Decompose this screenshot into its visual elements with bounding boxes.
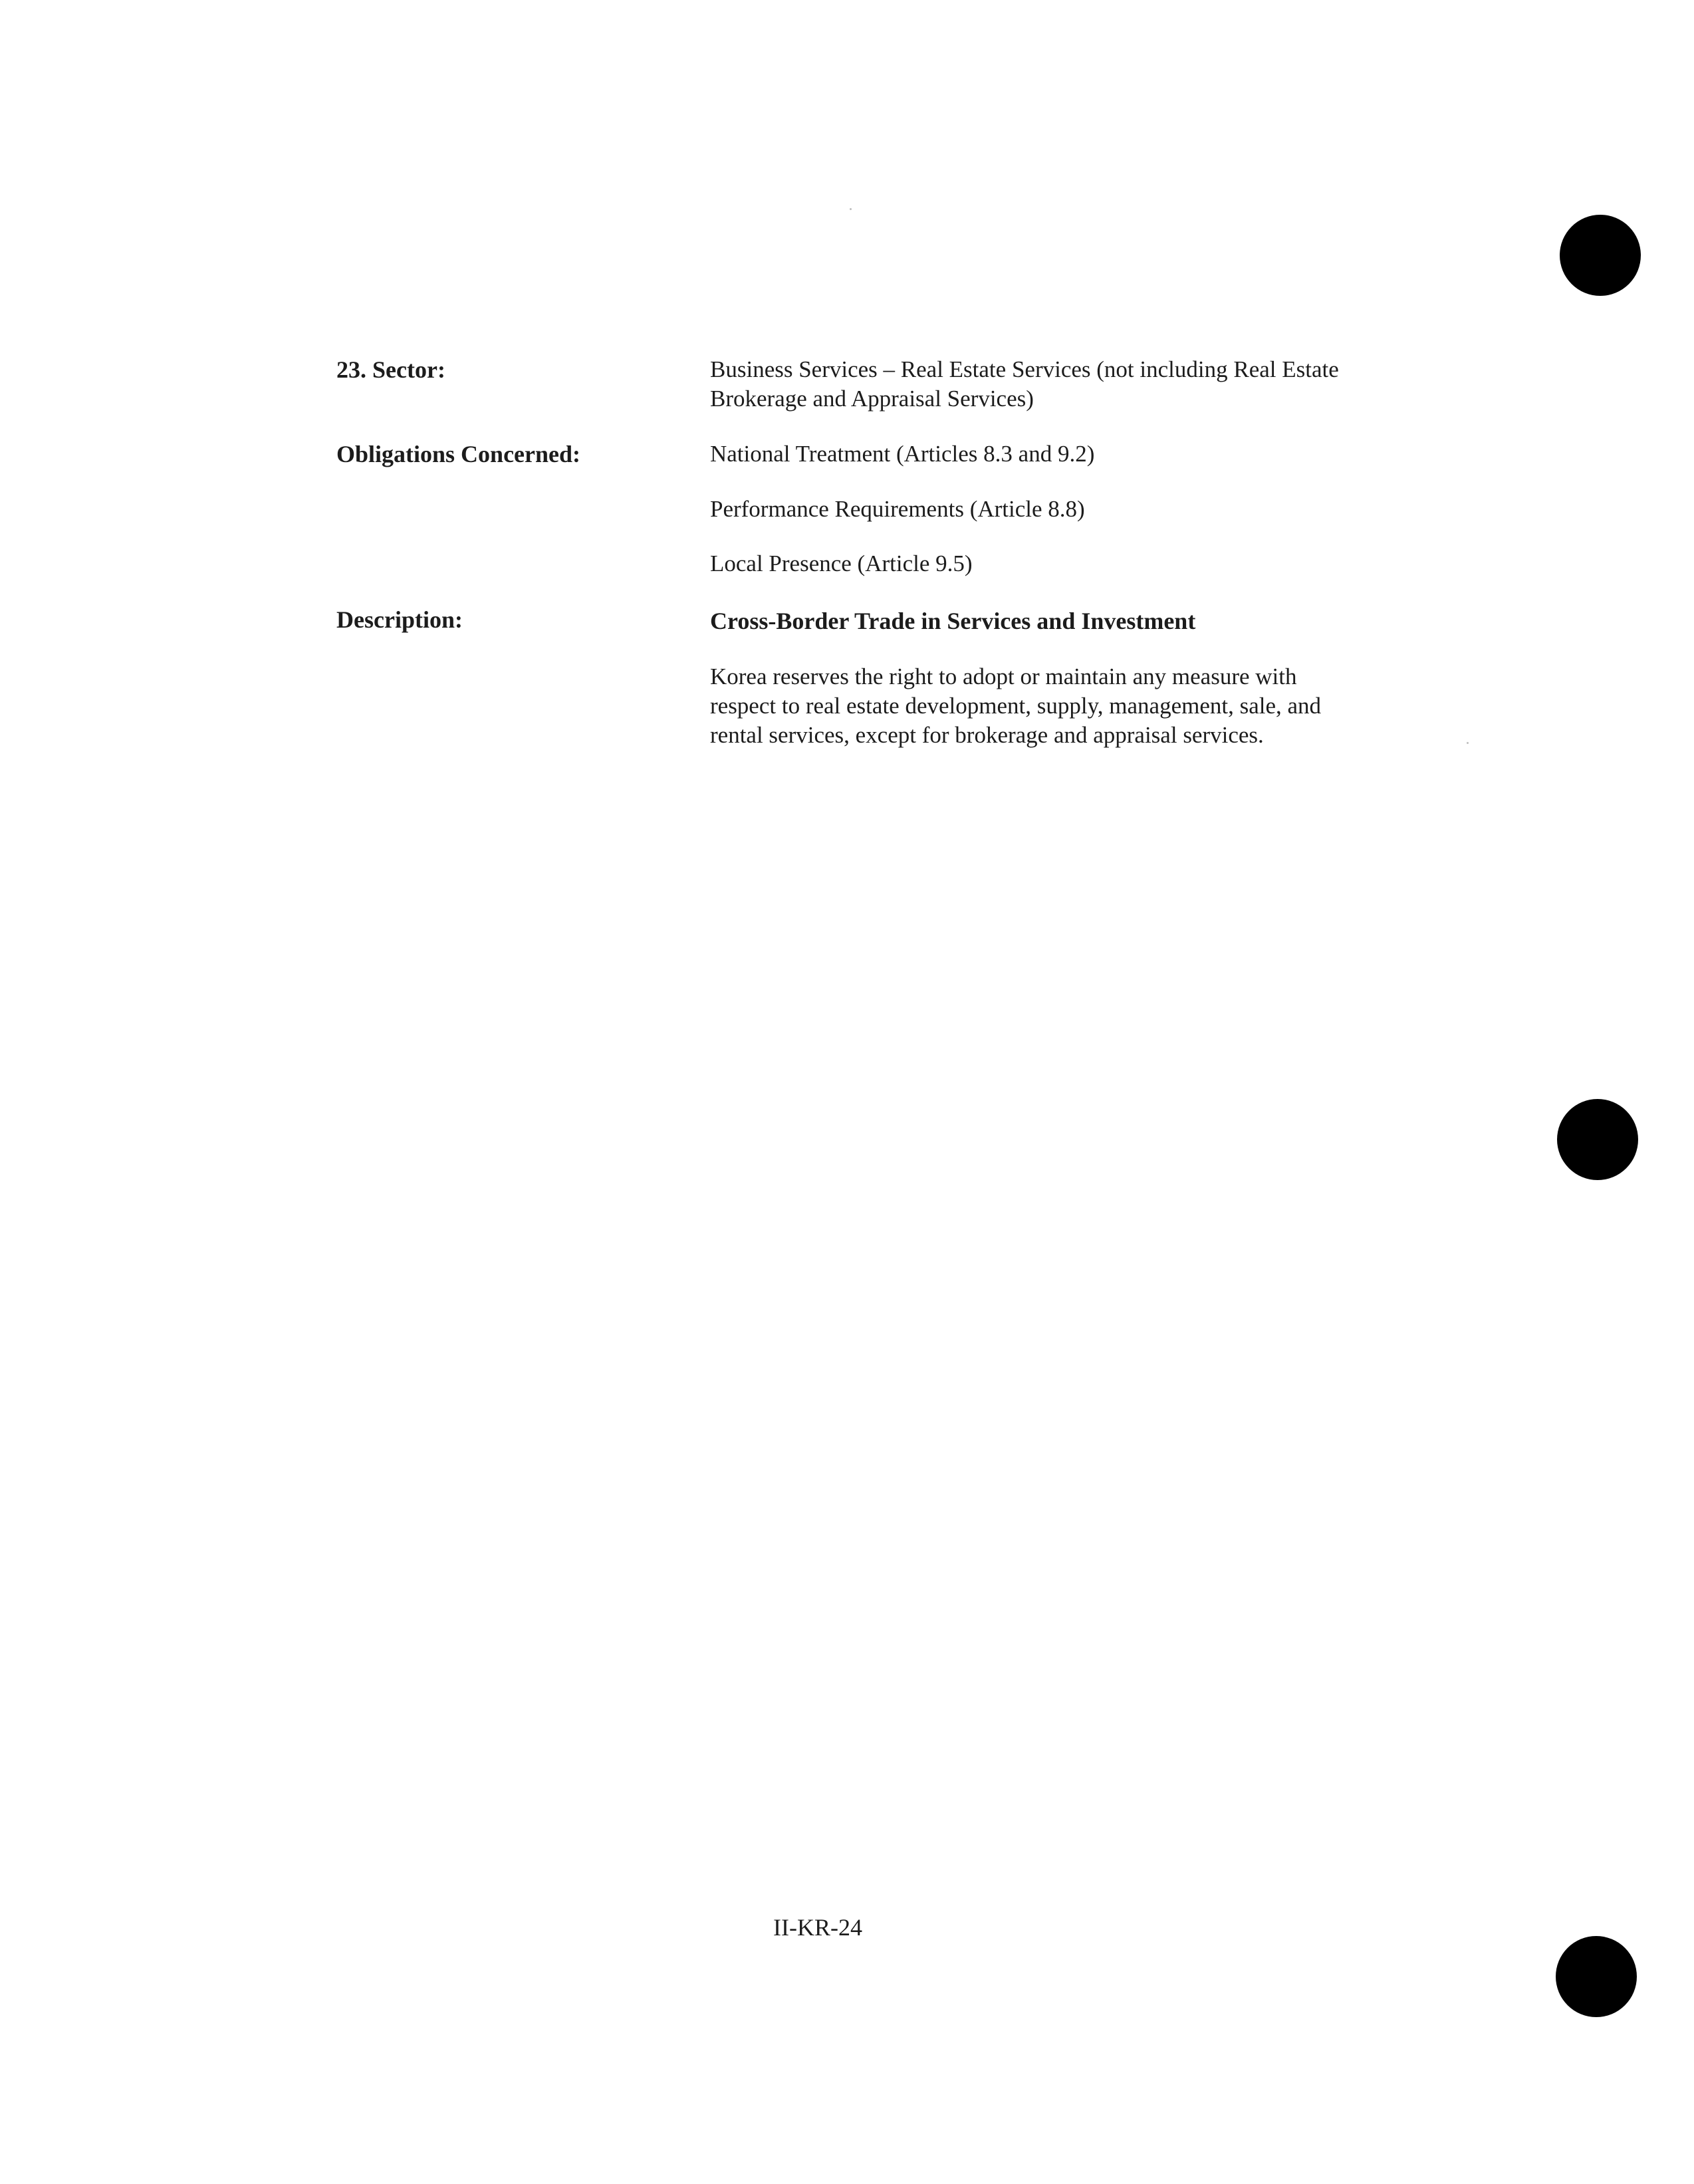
description-text: Korea reserves the right to adopt or maintain any measure with respect to real estate development, supply, management, sale, and rental services, except for brokerage and appraisal services. — [710, 664, 1322, 748]
scan-speck — [850, 208, 852, 210]
punch-hole-bottom — [1556, 1936, 1637, 2017]
sector-value: Business Services – Real Estate Services (not including Real Estate Brokerage and Appraisal Services) — [710, 356, 1339, 412]
page-number: II-KR-24 — [773, 1914, 862, 1941]
obligation-item: Performance Requirements (Article 8.8) — [710, 496, 1085, 522]
obligations-label: Obligations Concerned: — [336, 441, 581, 467]
sector-label: 23. Sector: — [336, 356, 445, 383]
description-label: Description: — [336, 606, 463, 633]
punch-hole-top — [1560, 215, 1641, 296]
obligation-item: National Treatment (Articles 8.3 and 9.2) — [710, 441, 1095, 467]
obligation-item: Local Presence (Article 9.5) — [710, 550, 973, 576]
punch-hole-middle — [1557, 1099, 1638, 1180]
description-heading: Cross-Border Trade in Services and Investment — [710, 608, 1196, 634]
scan-speck — [1467, 742, 1469, 744]
